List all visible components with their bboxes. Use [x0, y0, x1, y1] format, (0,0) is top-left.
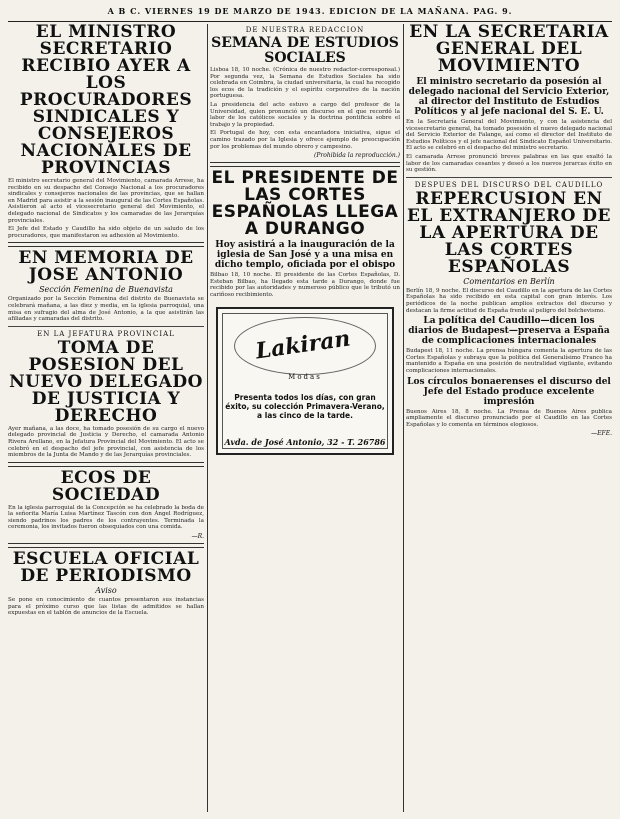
kicker-redaccion: DE NUESTRA REDACCION: [245, 26, 365, 34]
ad-address: Avda. de José Antonio, 32 - T. 26786: [224, 436, 386, 447]
ad-text: Presenta todos los días, con gran éxito, su colección Primavera-Verano, a las cinco de la tarde.: [225, 392, 385, 420]
subhead-berlin: Comentarios en Berlín: [463, 276, 555, 286]
subhead-escuela: Aviso: [95, 586, 117, 596]
divider: [8, 242, 204, 247]
headline-repercusion: REPERCUSION EN EL EXTRANJERO DE LA APERTURA DE LAS CORTES ESPAÑOLAS: [406, 188, 612, 277]
header-rule: [8, 21, 612, 22]
article-ecos-body: En la iglesia parroquial de la Concepción se ha celebrado la boda de la señorita María Luisa Martínez Tascón con don Ángel Rodríguez, siendo padrinos los padres de los contrayentes. Terminada la ceremonia, los invitados fueron obsequiados con una comida.: [8, 504, 204, 531]
article-posesion-body: Ayer mañana, a las doce, ha tomado posesión de su cargo el nuevo delegado provincial de Justicia y Derecho, el camarada Antonio Rivera Arellano, en la Jefatura Provincial del Movimiento. El acto se celebró en el despacho del jefe provincial, con asistencia de los miembros de la Junta de Mando y de las Jerarquías provinciales.: [8, 425, 204, 459]
headline-presidente: EL PRESIDENTE DE LAS CORTES ESPAÑOLAS LLEGA A DURANGO: [211, 168, 399, 240]
headline-escuela: ESCUELA OFICIAL DE PERIODISMO: [12, 549, 200, 587]
article-ministro-body: El ministro secretario general del Movimiento, camarada Arrese, ha recibido en su despacho del Consejo Nacional a los procuradores sindicales y consejeros nacionales de las provincias, que se hallan en Madrid para asistir a la sesión inaugural de las Cortes Españolas. Asistieron al acto el vicesecretario general del Movimiento, el delegado nacional de Sindicatos y los camaradas de las Jerarquías provinciales.: [8, 178, 204, 224]
kicker-jefatura: EN LA JEFATURA PROVINCIAL: [37, 329, 175, 338]
ecos-signature: —R.: [191, 533, 204, 541]
ad-subtitle: Modas: [288, 372, 322, 381]
ad-logo: Lakiran: [254, 325, 352, 364]
kicker-discurso: DESPUES DEL DISCURSO DEL CAUDILLO: [414, 180, 604, 189]
article-berlin-body: Berlín 18, 9 noche. El discurso del Caudillo en la apertura de las Cortes Españolas ha sido recibido en esta capital con gran interés. Los periódicos de la noche publican amplios extractos del discurso y destacan la firme actitud de España frente al peligro del bolchevismo.: [406, 287, 612, 314]
column-left: [8, 24, 204, 812]
newspaper-page: [8, 6, 612, 814]
article-ministro-body-2: El Jefe del Estado y Caudillo ha sido objeto de un saludo de los procuradores, que manifestaron su adhesión al Movimiento.: [8, 226, 204, 239]
article-budapest-body: Budapest 18, 11 noche. La prensa húngara comenta la apertura de las Cortes Españolas y subraya que la política del Generalísimo Franco ha mantenido a España en una posición de neutralidad vigilante, evitando complicaciones internacionales.: [406, 348, 612, 374]
subhead-secretaria: El ministro secretario da posesión al delegado nacional del Servicio Exterior, al director del Instituto de Estudios Políticos y al jefe nacional del S. E. U.: [408, 77, 610, 117]
article-escuela-body: Se pone en conocimiento de cuantos presentaron sus instancias para el próximo curso que las listas de admitidos se hallan expuestas en el tablón de anuncios de la Escuela.: [8, 597, 204, 617]
headline-ecos: ECOS DE SOCIEDAD: [51, 467, 161, 505]
article-semana-body-3: El Portugal de hoy, con esta encantadora iniciativa, sigue el camino trazado por la Iglesia y ofrece ejemplo de preocupación por los problemas del mundo obrero y campesino.: [210, 130, 400, 150]
column-right: [406, 24, 612, 812]
divider: [8, 462, 204, 467]
semana-signature: (Prohibida la reproducción.): [314, 152, 400, 160]
subhead-presidente: Hoy asistirá a la inauguración de la iglesia de San José y a una misa en dicho templo, oficiada por el obispo: [214, 240, 396, 271]
subhead-memoria: Sección Femenina de Buenavista: [39, 285, 173, 295]
article-semana-body: Lisboa 18, 10 noche. (Crónica de nuestro redactor-corresponsal.) Por segunda vez, la Semana de Estudios Sociales ha sido celebrada en Coimbra, la ciudad universitaria, la cual ha recogido los ecos de la tradición y el espíritu corporativo de la nación portuguesa.: [210, 67, 400, 100]
article-semana-body-2: La presidencia del acto estuvo a cargo del profesor de la Universidad, quien pronunció un discurso en el que recordó la labor de los católicos sociales y la doctrina pontificia sobre el trabajo y la propiedad.: [210, 101, 400, 128]
divider: [8, 326, 204, 327]
subhead-buenos-aires: Los círculos bonaerenses el discurso del Jefe del Estado produce excelente impresión: [407, 376, 611, 407]
article-buenos-aires-body: Buenos Aires 18, 8 noche. La Prensa de Buenos Aires publica ampliamente el discurso pronunciado por el Caudillo en las Cortes Españolas y lo comenta en términos elogiosos.: [406, 408, 612, 428]
page-header: A B C. VIERNES 19 DE MARZO DE 1943. EDICION DE LA MAÑANA. PAG. 9.: [107, 6, 513, 16]
repercusion-signature: —EFE.: [591, 430, 612, 438]
column-rule: [207, 24, 208, 812]
divider: [406, 177, 612, 178]
article-secretaria-body: En la Secretaría General del Movimiento, y con la asistencia del vicesecretario general, ha tomado posesión el nuevo delegado nacional del Servicio Exterior de Falange, así como el director del Instituto de Estudios Políticos y el jefe nacional del Sindicato Español Universitario. El acto se celebró en el despacho del ministro secretario.: [406, 119, 612, 152]
headline-memoria: EN MEMORIA DE JOSE ANTONIO: [18, 248, 194, 286]
article-secretaria-body-2: El camarada Arrese pronunció breves palabras en las que exaltó la labor de los camaradas cesantes y deseó a los nuevos jerarcas éxito en su gestión.: [406, 153, 612, 174]
divider: [210, 162, 400, 167]
column-middle: [210, 24, 400, 812]
divider: [8, 543, 204, 548]
advertisement: [216, 307, 394, 455]
column-rule: [403, 24, 404, 812]
headline-posesion: TOMA DE POSESION DEL NUEVO DELEGADO DE JUSTICIA Y DERECHO: [9, 337, 203, 426]
headline-secretaria: EN LA SECRETARIA GENERAL DEL MOVIMIENTO: [409, 24, 609, 76]
subhead-budapest: La política del Caudillo—dicen los diarios de Budapest—preserva a España de complicaciones internacionales: [408, 316, 610, 347]
headline-semana: SEMANA DE ESTUDIOS SOCIALES: [211, 35, 399, 66]
article-presidente-body: Bilbao 18, 10 noche. El presidente de las Cortes Españolas, D. Esteban Bilbao, ha llegado esta tarde a Durango, donde fue recibido por las autoridades y numeroso público que le tributó un cariñoso recibimiento.: [210, 272, 400, 298]
article-memoria-body: Organizado por la Sección Femenina del distrito de Buenavista se celebrará mañana, a las diez y media, en la iglesia parroquial, una misa en sufragio del alma de José Antonio, a la que asistirán las afiliadas y camaradas del distrito.: [8, 296, 204, 323]
headline-ministro: EL MINISTRO SECRETARIO RECIBIO AYER A LOS PROCURADORES SINDICALES Y CONSEJEROS NACIONALES DE PROVINCIAS: [19, 24, 193, 178]
